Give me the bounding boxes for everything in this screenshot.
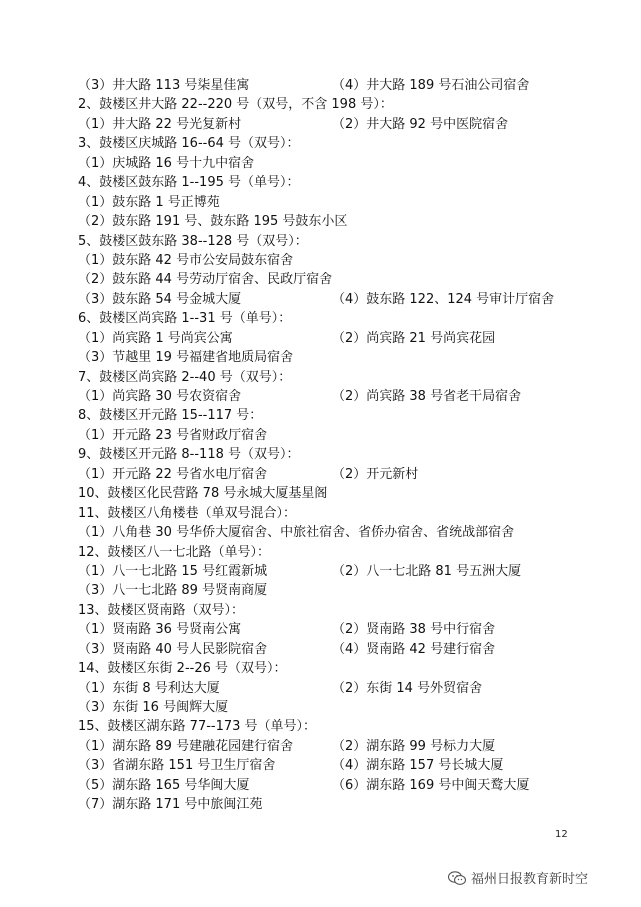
document-line bbox=[78, 679, 598, 698]
line-text-left: （3）贤南路 40 号人民影院宿舍 bbox=[78, 641, 268, 657]
line-text-left: （1）八一七北路 15 号红霞新城 bbox=[78, 563, 268, 579]
line-text-left: 11、鼓楼区八角楼巷（单双号混合）： bbox=[78, 505, 297, 521]
document-line bbox=[78, 756, 598, 775]
document-line bbox=[78, 251, 598, 270]
line-text-right: （2）东街 14 号外贸宿舍 bbox=[332, 680, 483, 696]
document-line bbox=[78, 212, 598, 231]
line-text-left: （3）省湖东路 151 号卫生厅宿舍 bbox=[78, 758, 276, 774]
line-text-right: （2）尚宾路 38 号省老干局宿舍 bbox=[332, 389, 522, 404]
watermark-text: 福州日报教育新时空 bbox=[471, 872, 589, 887]
line-text-right: （2）八一七北路 81 号五洲大厦 bbox=[332, 563, 522, 579]
line-text-left: （2）鼓东路 44 号劳动厅宿舍、民政厅宿舍 bbox=[78, 272, 333, 288]
document-line bbox=[78, 601, 598, 620]
line-text-right: （2）开元新村 bbox=[332, 466, 419, 482]
line-text-left: （2）鼓东路 191 号、鼓东路 195 号鼓东小区 bbox=[78, 214, 348, 230]
document-line bbox=[78, 154, 598, 173]
document-line bbox=[78, 717, 598, 736]
line-text-left: （1）开元路 22 号省水电厅宿舍 bbox=[78, 466, 268, 482]
document-line bbox=[78, 484, 598, 503]
document-line bbox=[78, 270, 598, 289]
line-text-left: 15、鼓楼区湖东路 77--173 号（单号）： bbox=[78, 719, 317, 735]
watermark bbox=[447, 868, 588, 887]
document-line bbox=[78, 445, 598, 464]
line-text-left: （3）鼓东路 54 号金城大厦 bbox=[78, 291, 242, 307]
line-text-left: 2、鼓楼区井大路 22--220 号（双号，不含 198 号）： bbox=[78, 97, 393, 113]
line-text-left: （1）东街 8 号利达大厦 bbox=[78, 680, 220, 696]
line-text-right: （6）湖东路 169 号中闽天鹜大厦 bbox=[332, 777, 530, 793]
line-text-left: （1）尚宾路 30 号农资宿舍 bbox=[78, 389, 242, 404]
line-text-left: 10、鼓楼区化民营路 78 号永城大厦基星阁 bbox=[78, 486, 328, 502]
document-line bbox=[78, 543, 598, 562]
document-line bbox=[78, 115, 598, 134]
document-line bbox=[78, 76, 598, 95]
document-line bbox=[78, 504, 598, 523]
line-text-right: （4）贤南路 42 号建行宿舍 bbox=[332, 641, 496, 657]
document-line bbox=[78, 620, 598, 639]
line-text-left: 9、鼓楼区开元路 8--118 号（双号）： bbox=[78, 447, 300, 463]
document-line bbox=[78, 698, 598, 717]
line-text-left: 7、鼓楼区尚宾路 2--40 号（双号）： bbox=[78, 369, 292, 385]
document-line bbox=[78, 562, 598, 581]
line-text-left: 13、鼓楼区贤南路（双号）： bbox=[78, 602, 245, 618]
document-line bbox=[78, 387, 598, 406]
line-text-left: （1）鼓东路 1 号正博苑 bbox=[78, 194, 220, 210]
line-text-left: 12、鼓楼区八一七北路（单号）： bbox=[78, 544, 271, 560]
line-text-left: （3）井大路 113 号柒星佳寓 bbox=[78, 78, 250, 93]
line-text-left: （1）湖东路 89 号建融花园建行宿舍 bbox=[78, 738, 294, 754]
line-text-left: 14、鼓楼区东街 2--26 号（双号）： bbox=[78, 661, 287, 677]
line-text-left: 8、鼓楼区开元路 15--117 号： bbox=[78, 408, 263, 424]
document-line bbox=[78, 309, 598, 328]
document-line bbox=[78, 329, 598, 348]
document-line bbox=[78, 465, 598, 484]
document-line bbox=[78, 406, 598, 425]
document-line bbox=[78, 95, 598, 114]
document-line bbox=[78, 581, 598, 600]
line-text-left: （1）八角巷 30 号华侨大厦宿舍、中旅社宿舍、省侨办宿舍、省统战部宿舍 bbox=[78, 525, 515, 541]
document-line bbox=[78, 659, 598, 678]
line-text-left: 6、鼓楼区尚宾路 1--31 号（单号）： bbox=[78, 311, 292, 327]
line-text-left: （7）湖东路 171 号中旅闽江苑 bbox=[78, 797, 263, 813]
document-line bbox=[78, 523, 598, 542]
document-line bbox=[78, 232, 598, 251]
line-text-right: （4）湖东路 157 号长城大厦 bbox=[332, 758, 504, 774]
line-text-left: （1）贤南路 36 号贤南公寓 bbox=[78, 622, 242, 638]
line-text-left: （1）开元路 23 号省财政厅宿舍 bbox=[78, 427, 268, 443]
line-text-right: （2）贤南路 38 号中行宿舍 bbox=[332, 622, 496, 638]
line-text-left: 5、鼓楼区鼓东路 38--128 号（双号）： bbox=[78, 233, 308, 249]
line-text-right: （4）鼓东路 122、124 号审计厅宿舍 bbox=[332, 291, 555, 307]
line-text-left: （3）节越里 19 号福建省地质局宿舍 bbox=[78, 350, 294, 366]
document-line bbox=[78, 368, 598, 387]
document-line bbox=[78, 426, 598, 445]
line-text-left: （3）东街 16 号闽辉大厦 bbox=[78, 700, 229, 715]
document-line bbox=[78, 348, 598, 367]
document-body bbox=[78, 76, 598, 815]
line-text-left: 3、鼓楼区庆城路 16--64 号（双号）： bbox=[78, 136, 300, 152]
line-text-left: 4、鼓楼区鼓东路 1--195 号（单号）： bbox=[78, 175, 300, 191]
line-text-left: （1）尚宾路 1 号尚宾公寓 bbox=[78, 330, 233, 346]
document-line bbox=[78, 737, 598, 756]
line-text-right: （2）井大路 92 号中医院宿舍 bbox=[332, 116, 509, 132]
document-line bbox=[78, 640, 598, 659]
document-line bbox=[78, 776, 598, 795]
line-text-right: （2）尚宾路 21 号尚宾花园 bbox=[332, 330, 496, 346]
document-line bbox=[78, 134, 598, 153]
line-text-right: （2）湖东路 99 号标力大厦 bbox=[332, 738, 496, 754]
document-line bbox=[78, 173, 598, 192]
line-text-left: （5）湖东路 165 号华闽大厦 bbox=[78, 777, 250, 793]
line-text-right: （4）井大路 189 号石油公司宿舍 bbox=[332, 78, 530, 93]
line-text-left: （1）庆城路 16 号十九中宿舍 bbox=[78, 155, 255, 171]
document-line bbox=[78, 290, 598, 309]
document-line bbox=[78, 193, 598, 212]
document-line bbox=[78, 795, 598, 814]
line-text-left: （1）鼓东路 42 号市公安局鼓东宿舍 bbox=[78, 252, 294, 268]
line-text-left: （1）井大路 22 号光复新村 bbox=[78, 116, 242, 132]
wechat-icon bbox=[447, 870, 467, 886]
page-number: 12 bbox=[555, 829, 568, 840]
line-text-left: （3）八一七北路 89 号贤南商厦 bbox=[78, 583, 268, 599]
